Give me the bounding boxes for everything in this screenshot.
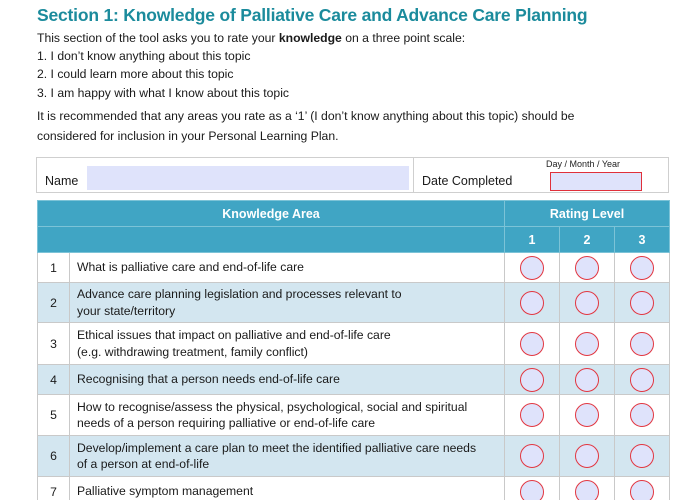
row-number: 6	[38, 436, 70, 477]
rating-cell-1	[505, 283, 560, 323]
rating-cell-2	[560, 283, 615, 323]
rating-cell-3	[615, 365, 670, 395]
name-field[interactable]	[87, 166, 409, 190]
scale-item-1: 1. I don’t know anything about this topic	[37, 49, 251, 64]
row-number: 4	[38, 365, 70, 395]
radio-rating-1[interactable]	[520, 291, 544, 315]
table-row	[38, 253, 670, 283]
radio-rating-1[interactable]	[520, 444, 544, 468]
header-rating-3: 3	[615, 227, 670, 253]
row-number: 3	[38, 323, 70, 365]
area-line-2: (e.g. withdrawing treatment, family conflict)	[77, 344, 308, 359]
header-knowledge-area: Knowledge Area	[38, 201, 505, 227]
rating-cell-3	[615, 477, 670, 500]
table-row	[38, 477, 670, 500]
radio-rating-3[interactable]	[630, 332, 654, 356]
divider	[413, 158, 414, 192]
recommendation-text	[37, 107, 574, 146]
area-line-1: How to recognise/assess the physical, psychological, social and spiritual	[77, 399, 468, 414]
area-line-1: Palliative symptom management	[77, 484, 254, 499]
radio-rating-2[interactable]	[575, 368, 599, 392]
header-rating-level: Rating Level	[505, 201, 670, 227]
radio-rating-1[interactable]	[520, 332, 544, 356]
row-number: 5	[38, 395, 70, 436]
rating-cell-3	[615, 395, 670, 436]
header-rating-2: 2	[560, 227, 615, 253]
table-row	[38, 395, 670, 436]
rating-cell-3	[615, 253, 670, 283]
rating-cell-2	[560, 323, 615, 365]
section-title: Section 1: Knowledge of Palliative Care and Advance Care Planning	[37, 5, 588, 25]
area-line-2: of a person at end-of-life	[77, 457, 210, 471]
header-rating-1: 1	[505, 227, 560, 253]
row-knowledge-area	[70, 477, 505, 500]
row-knowledge-area	[70, 436, 505, 477]
row-knowledge-area	[70, 283, 505, 323]
header-blank	[38, 227, 505, 253]
radio-rating-2[interactable]	[575, 291, 599, 315]
rating-cell-1	[505, 436, 560, 477]
radio-rating-3[interactable]	[630, 444, 654, 468]
table-row	[38, 436, 670, 477]
radio-rating-1[interactable]	[520, 403, 544, 427]
radio-rating-2[interactable]	[575, 403, 599, 427]
area-line-2: your state/territory	[77, 303, 176, 318]
radio-rating-2[interactable]	[575, 332, 599, 356]
radio-rating-3[interactable]	[630, 480, 654, 500]
radio-rating-3[interactable]	[630, 368, 654, 392]
radio-rating-3[interactable]	[630, 291, 654, 315]
intro-bold: knowledge	[278, 31, 342, 45]
radio-rating-3[interactable]	[630, 403, 654, 427]
area-line-1: What is palliative care and end-of-life care	[77, 260, 304, 275]
rating-cell-2	[560, 365, 615, 395]
area-line-1: Advance care planning legislation and processes relevant to	[77, 287, 402, 302]
intro-suffix: on a three point scale:	[341, 31, 466, 45]
radio-rating-1[interactable]	[520, 256, 544, 280]
rating-cell-3	[615, 323, 670, 365]
row-knowledge-area	[70, 365, 505, 395]
date-completed-label: Date Completed	[422, 174, 513, 188]
row-number: 1	[38, 253, 70, 283]
scale-item-3: 3. I am happy with what I know about this topic	[37, 85, 290, 100]
row-knowledge-area	[70, 395, 505, 436]
date-completed-field[interactable]	[550, 172, 642, 191]
rating-cell-3	[615, 436, 670, 477]
scale-item-2: 2. I could learn more about this topic	[37, 67, 234, 82]
row-knowledge-area	[70, 323, 505, 365]
rating-cell-1	[505, 365, 560, 395]
area-line-1: Ethical issues that impact on palliative and end-of-life care	[77, 328, 391, 343]
date-format-hint: Day / Month / Year	[546, 159, 621, 169]
recommendation-line-2: considered for inclusion in your Personal Learning Plan.	[37, 128, 339, 143]
radio-rating-3[interactable]	[630, 256, 654, 280]
rating-cell-3	[615, 283, 670, 323]
rating-cell-2	[560, 436, 615, 477]
area-line-1: Recognising that a person needs end-of-life care	[77, 372, 340, 387]
knowledge-table	[37, 200, 670, 500]
area-line-2: needs of a person requiring palliative or end-of-life care	[77, 416, 376, 430]
radio-rating-1[interactable]	[520, 368, 544, 392]
rating-cell-2	[560, 395, 615, 436]
radio-rating-2[interactable]	[575, 256, 599, 280]
rating-cell-2	[560, 253, 615, 283]
rating-cell-1	[505, 323, 560, 365]
intro-text	[37, 29, 465, 102]
recommendation-line-1: It is recommended that any areas you rate as a ‘1’ (I don’t know anything about this topic) should be	[37, 109, 575, 123]
row-number: 2	[38, 283, 70, 323]
table-row	[38, 365, 670, 395]
name-date-box	[36, 157, 669, 193]
row-knowledge-area	[70, 253, 505, 283]
radio-rating-2[interactable]	[575, 480, 599, 500]
row-number: 7	[38, 477, 70, 500]
table-row	[38, 283, 670, 323]
rating-cell-1	[505, 395, 560, 436]
radio-rating-1[interactable]	[520, 480, 544, 500]
table-row	[38, 323, 670, 365]
radio-rating-2[interactable]	[575, 444, 599, 468]
rating-cell-1	[505, 253, 560, 283]
intro-line	[37, 29, 465, 47]
area-line-1: Develop/implement a care plan to meet the identified palliative care needs	[77, 440, 477, 455]
rating-cell-1	[505, 477, 560, 500]
name-label: Name	[45, 174, 79, 188]
intro-prefix: This section of the tool asks you to rate your	[37, 31, 279, 45]
rating-cell-2	[560, 477, 615, 500]
